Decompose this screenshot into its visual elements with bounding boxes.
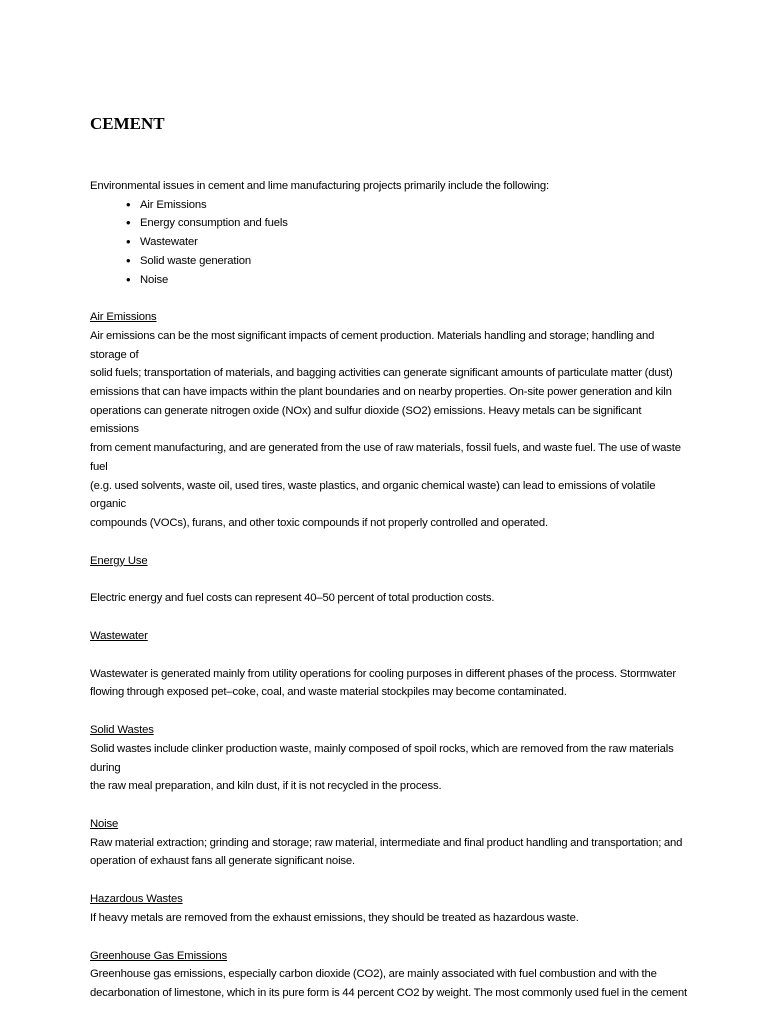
section-body-energy-use: Electric energy and fuel costs can represent 40–50 percent of total production costs. bbox=[90, 592, 495, 605]
intro-paragraph: Environmental issues in cement and lime manufacturing projects primarily include the following: bbox=[90, 180, 550, 192]
text-line: Air emissions can be the most significant impacts of cement production. Materials handling and storage; handling and storage of bbox=[90, 329, 655, 361]
text-line: solid fuels; transportation of materials, and bagging activities can generate significant amounts of particulate matter (dust) bbox=[90, 367, 673, 380]
section-heading-hazardous-wastes: Hazardous Wastes bbox=[90, 893, 183, 906]
list-item: • Wastewater bbox=[140, 233, 690, 252]
section-heading-wastewater: Wastewater bbox=[90, 630, 148, 643]
section-body-solid-wastes bbox=[90, 740, 690, 796]
text-line: Solid wastes include clinker production waste, mainly composed of spoil rocks, which are removed from the raw materials during bbox=[90, 742, 674, 774]
section-heading-air-emissions: Air Emissions bbox=[90, 311, 157, 324]
section-body-air-emissions bbox=[90, 327, 690, 533]
text-line: Greenhouse gas emissions, especially carbon dioxide (CO2), are mainly associated with fuel combustion and with the bbox=[90, 968, 657, 981]
list-item: • Solid waste generation bbox=[140, 252, 690, 271]
issues-list bbox=[90, 196, 690, 290]
section-body-greenhouse-gas bbox=[90, 965, 690, 1002]
text-line: compounds (VOCs), furans, and other toxic compounds if not properly controlled and operated. bbox=[90, 516, 548, 529]
document-title: CEMENT bbox=[90, 114, 165, 133]
text-line: Wastewater is generated mainly from utility operations for cooling purposes in different phases of the process. Stormwater bbox=[90, 667, 676, 680]
section-body-hazardous-wastes: If heavy metals are removed from the exhaust emissions, they should be treated as hazardous waste. bbox=[90, 911, 579, 924]
text-line: the raw meal preparation, and kiln dust, if it is not recycled in the process. bbox=[90, 780, 442, 793]
text-line: operation of exhaust fans all generate significant noise. bbox=[90, 855, 356, 868]
text-line: from cement manufacturing, and are generated from the use of raw materials, fossil fuels, and waste fuel. The use of waste fuel bbox=[90, 442, 681, 473]
list-item: • Air Emissions bbox=[140, 196, 690, 215]
text-line: decarbonation of limestone, which in its pure form is 44 percent CO2 by weight. The most commonly used fuel in the cement bbox=[90, 986, 687, 999]
section-heading-solid-wastes: Solid Wastes bbox=[90, 724, 154, 737]
list-item: • Energy consumption and fuels bbox=[140, 214, 690, 233]
section-heading-energy-use: Energy Use bbox=[90, 554, 148, 567]
section-body-wastewater bbox=[90, 665, 690, 702]
text-line: Raw material extraction; grinding and storage; raw material, intermediate and final product handling and transportation; and bbox=[90, 836, 683, 849]
section-body-noise bbox=[90, 834, 690, 871]
section-heading-noise: Noise bbox=[90, 817, 119, 830]
text-line: (e.g. used solvents, waste oil, used tires, waste plastics, and organic chemical waste) can lead to emissions of volatile organic bbox=[90, 479, 656, 511]
section-heading-greenhouse-gas: Greenhouse Gas Emissions bbox=[90, 949, 228, 962]
text-line: operations can generate nitrogen oxide (NOx) and sulfur dioxide (SO2) emissions. Heavy metals can be significant emissions bbox=[90, 404, 642, 436]
list-item: • Noise bbox=[140, 271, 690, 290]
text-line: flowing through exposed pet–coke, coal, and waste material stockpiles may become contaminated. bbox=[90, 686, 567, 699]
document-body bbox=[90, 113, 690, 1003]
text-line: emissions that can have impacts within the plant boundaries and on nearby properties. On-site power generation and kiln bbox=[90, 386, 672, 399]
